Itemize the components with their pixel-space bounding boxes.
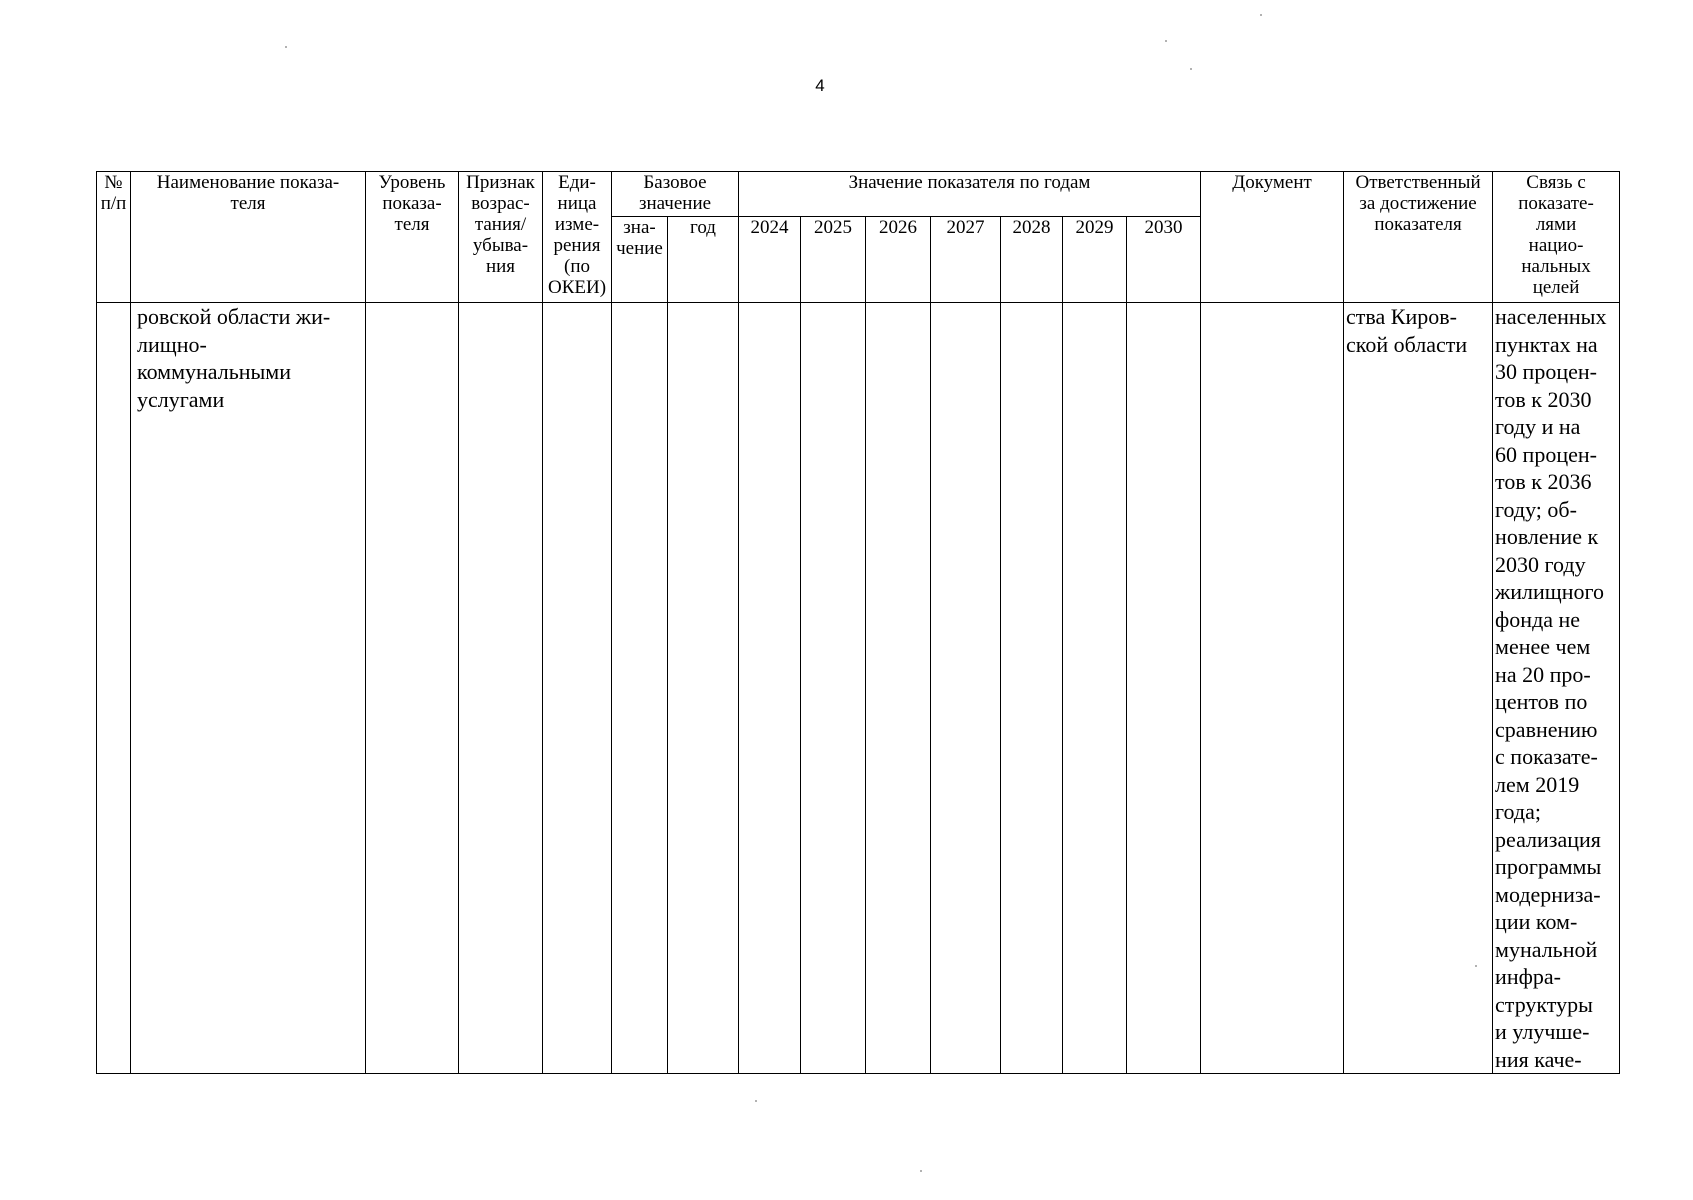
- header-row-1: [97, 172, 1620, 217]
- cell-document: [1201, 303, 1344, 1074]
- scan-speck: [755, 1100, 757, 1102]
- header-year-2026: 2026: [866, 217, 931, 303]
- cell-level: [366, 303, 459, 1074]
- header-year-2030: 2030: [1127, 217, 1201, 303]
- header-year-2024: 2024: [739, 217, 801, 303]
- cell-num: [97, 303, 131, 1074]
- cell-trend: [459, 303, 543, 1074]
- header-trend: Признак возрас- тания/ убыва- ния: [459, 172, 543, 303]
- cell-base-year: [668, 303, 739, 1074]
- cell-indicator-name: ровской области жи- лищно- коммунальными услугами: [131, 303, 366, 1074]
- scan-speck: [1260, 14, 1262, 16]
- scan-speck: [285, 46, 287, 48]
- header-year-2029: 2029: [1063, 217, 1127, 303]
- header-base-value-value: зна- чение: [612, 217, 668, 303]
- header-responsible: Ответственный за достижение показателя: [1344, 172, 1493, 303]
- cell-value-2028: [1001, 303, 1063, 1074]
- cell-responsible: ства Киров- ской области: [1344, 303, 1493, 1074]
- cell-national-goals-link: населенных пунктах на 30 процен- тов к 2030 году и на 60 процен- тов к 2036 году; об- новление к 2030 году жилищного фонда не менее чем на 20 про- центов по сравнению с показате- лем 2019 года; реализация программы модерниза- ции ком- мунальной инфра- структуры и улучше- ния каче-: [1493, 303, 1620, 1074]
- scan-speck: [1165, 40, 1167, 42]
- page-number: 4: [815, 76, 825, 95]
- header-level: Уровень показа- теля: [366, 172, 459, 303]
- header-base-value-year: год: [668, 217, 739, 303]
- table-row: [97, 303, 1620, 1074]
- indicators-table: [96, 171, 1620, 1074]
- header-document: Документ: [1201, 172, 1344, 303]
- header-values-by-year: Значение показателя по годам: [739, 172, 1201, 217]
- cell-unit: [543, 303, 612, 1074]
- scan-speck: [920, 1170, 922, 1172]
- header-indicator-name: Наименование показа- теля: [131, 172, 366, 303]
- cell-value-2029: [1063, 303, 1127, 1074]
- scan-speck: [1475, 965, 1477, 967]
- header-national-goals-link: Связь с показате- лями нацио- нальных целей: [1493, 172, 1620, 303]
- header-year-2027: 2027: [931, 217, 1001, 303]
- header-num: № п/п: [97, 172, 131, 303]
- header-unit: Еди- ница изме- рения (по ОКЕИ): [543, 172, 612, 303]
- header-year-2025: 2025: [801, 217, 866, 303]
- cell-value-2026: [866, 303, 931, 1074]
- cell-value-2030: [1127, 303, 1201, 1074]
- scan-speck: [1190, 68, 1192, 70]
- cell-base-value: [612, 303, 668, 1074]
- cell-value-2024: [739, 303, 801, 1074]
- header-year-2028: 2028: [1001, 217, 1063, 303]
- cell-value-2025: [801, 303, 866, 1074]
- header-base-value: Базовое значение: [612, 172, 739, 217]
- cell-value-2027: [931, 303, 1001, 1074]
